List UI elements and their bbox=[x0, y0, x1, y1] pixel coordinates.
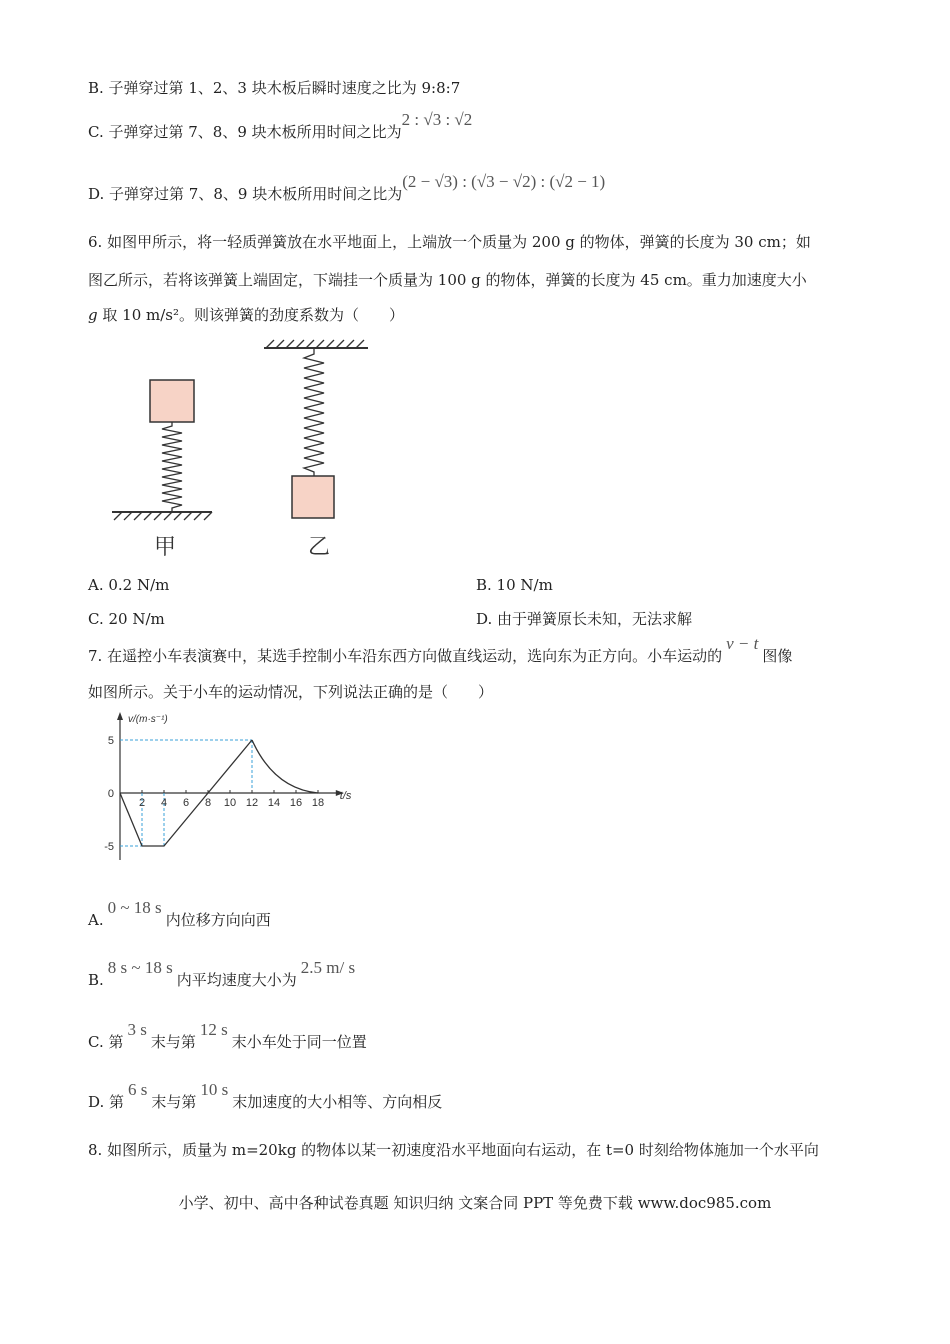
fig-yi-spring bbox=[304, 348, 324, 476]
x-tick-label-8: 8 bbox=[204, 797, 212, 809]
q7-option-d[interactable] bbox=[88, 1080, 443, 1112]
fig-jia bbox=[112, 380, 212, 559]
fig-yi-block bbox=[292, 476, 334, 518]
q6-option-c[interactable]: C. 20 N/m bbox=[88, 610, 165, 628]
q7-option-d-mid: 末与第 bbox=[151, 1093, 197, 1111]
y-tick-label--5: -5 bbox=[104, 841, 114, 853]
page-footer: 小学、初中、高中各种试卷真题 知识归纳 文案合同 PPT 等免费下载 www.doc985.com bbox=[178, 1194, 772, 1212]
fig-jia-ground-hatch bbox=[114, 512, 212, 520]
q7-option-d-pre: D. 第 bbox=[88, 1093, 125, 1111]
q7-option-c-math1: 3 s bbox=[127, 1020, 147, 1039]
fig-jia-spring bbox=[162, 422, 182, 512]
x-tick-label-14: 14 bbox=[267, 797, 281, 809]
q7-option-b-pre: B. bbox=[88, 971, 104, 989]
q6-g-symbol: g bbox=[88, 306, 98, 324]
x-tick-label-4: 4 bbox=[160, 797, 168, 809]
x-tick-label-16: 16 bbox=[289, 797, 303, 809]
y-axis-label: v/(m·s⁻¹) bbox=[128, 714, 168, 725]
x-tick-label-10: 10 bbox=[223, 797, 237, 809]
q7-option-c[interactable] bbox=[88, 1020, 367, 1052]
y-tick-label-0: 0 bbox=[107, 788, 114, 800]
q6-stem-line2: 图乙所示，若将该弹簧上端固定，下端挂一个质量为 100 g 的物体，弹簧的长度为 45 cm。重力加速度大小 bbox=[88, 271, 807, 289]
q7-option-b-math: 8 s ~ 18 s bbox=[107, 958, 173, 977]
q7-option-c-mid: 末与第 bbox=[150, 1033, 196, 1051]
q6-stem-line3 bbox=[88, 305, 404, 325]
x-tick-label-2: 2 bbox=[138, 797, 146, 809]
q5-option-c-text: C. 子弹穿过第 7、8、9 块木板所用时间之比为 bbox=[88, 123, 402, 141]
q7-option-a-text: 内位移方向向西 bbox=[165, 911, 271, 929]
q7-option-c-text: 末小车处于同一位置 bbox=[231, 1033, 367, 1051]
q7-option-a-math: 0 ~ 18 s bbox=[107, 898, 162, 917]
q7-option-d-text: 末加速度的大小相等、方向相反 bbox=[232, 1093, 443, 1111]
x-axis-label: t/s bbox=[339, 790, 352, 802]
vt-curve-segment bbox=[252, 740, 318, 793]
v-axis-arrow bbox=[117, 712, 123, 720]
q8-stem-line1: 8. 如图所示，质量为 m=20kg 的物体以某一初速度沿水平地面向右运动，在 t=0 时刻给物体施加一个水平向 bbox=[88, 1141, 819, 1159]
q7-stem-line1-pre: 7. 在遥控小车表演赛中，某选手控制小车沿东西方向做直线运动，选向东为正方向。小车运动的 bbox=[88, 647, 723, 665]
x-tick-label-18: 18 bbox=[311, 797, 325, 809]
q7-option-a-pre: A. bbox=[88, 911, 104, 929]
q5-option-d-text: D. 子弹穿过第 7、8、9 块木板所用时间之比为 bbox=[88, 185, 403, 203]
q5-option-c-math: 2 : √3 : √2 bbox=[401, 110, 473, 129]
q6-option-d[interactable]: D. 由于弹簧原长未知，无法求解 bbox=[476, 610, 693, 628]
q7-stem-line1 bbox=[88, 634, 793, 666]
fig-yi bbox=[264, 340, 368, 559]
q6-stem-line1: 6. 如图甲所示，将一轻质弹簧放在水平地面上，上端放一个质量为 200 g 的物体，弹簧的长度为 30 cm；如 bbox=[88, 233, 811, 251]
vt-chart bbox=[98, 710, 368, 860]
q7-option-d-math2: 10 s bbox=[200, 1080, 229, 1099]
q6-option-a[interactable]: A. 0.2 N/m bbox=[88, 576, 170, 594]
q5-option-d-math: (2 − √3) : (√3 − √2) : (√2 − 1) bbox=[402, 172, 606, 191]
q5-option-b: B. 子弹穿过第 1、2、3 块木板后瞬时速度之比为 9:8:7 bbox=[88, 79, 461, 97]
x-tick-label-12: 12 bbox=[245, 797, 259, 809]
fig-yi-ceiling-hatch bbox=[266, 340, 364, 348]
q7-vt-symbol: v − t bbox=[726, 634, 759, 653]
x-tick-label-6: 6 bbox=[182, 797, 190, 809]
q7-option-b[interactable] bbox=[88, 958, 356, 990]
q7-option-d-math1: 6 s bbox=[128, 1080, 148, 1099]
fig-jia-label: 甲 bbox=[154, 534, 177, 559]
q7-option-b-text: 内平均速度大小为 bbox=[176, 971, 297, 989]
fig-jia-block bbox=[150, 380, 194, 422]
q7-option-c-math2: 12 s bbox=[199, 1020, 228, 1039]
q6-stem-line3-text: 取 10 m/s²。则该弹簧的劲度系数为（ ） bbox=[97, 306, 404, 324]
q7-option-a[interactable] bbox=[88, 898, 271, 930]
q6-option-b[interactable]: B. 10 N/m bbox=[476, 576, 553, 594]
q5-option-c bbox=[88, 110, 473, 142]
q7-option-c-pre: C. 第 bbox=[88, 1033, 124, 1051]
q7-stem-line2: 如图所示。关于小车的运动情况，下列说法正确的是（ ） bbox=[88, 683, 494, 701]
q7-option-b-math2: 2.5 m/ s bbox=[300, 958, 356, 977]
q7-stem-line1-post: 图像 bbox=[762, 647, 793, 665]
fig-yi-label: 乙 bbox=[308, 534, 331, 559]
q5-option-d bbox=[88, 172, 606, 204]
y-tick-label-5: 5 bbox=[107, 735, 114, 747]
q6-spring-figure bbox=[100, 334, 400, 570]
